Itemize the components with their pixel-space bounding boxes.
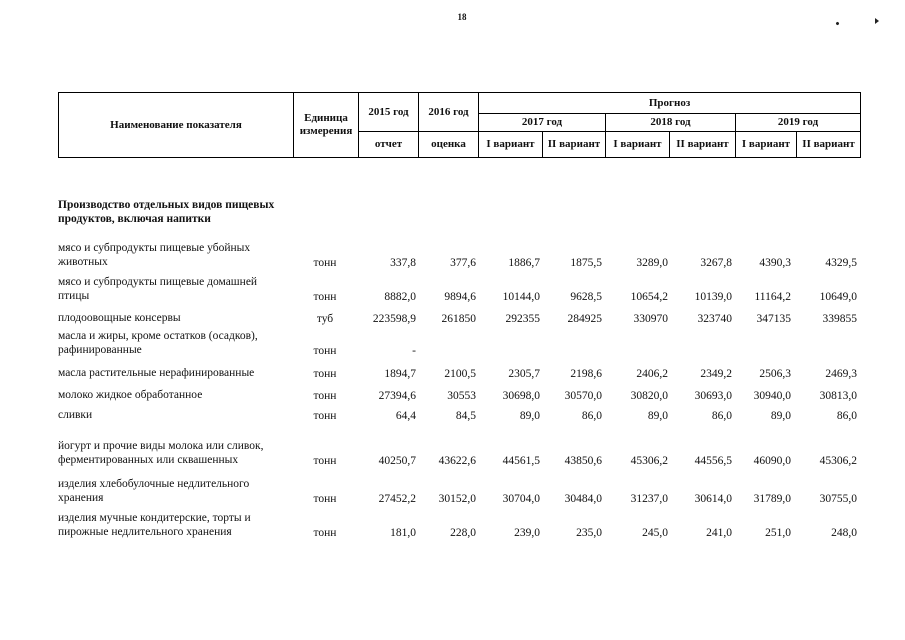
header-year-2017: 2017 год bbox=[479, 114, 606, 132]
indicator-name: животных bbox=[58, 256, 108, 268]
value-2018-variant-2: 10139,0 bbox=[694, 291, 732, 303]
value-2015-report: 337,8 bbox=[390, 257, 416, 269]
value-2017-variant-2: 1875,5 bbox=[570, 257, 602, 269]
indicator-name: хранения bbox=[58, 492, 104, 504]
value-2017-variant-1: 1886,7 bbox=[508, 257, 540, 269]
header-unit: Единица измерения bbox=[294, 93, 359, 158]
header-year-2018: 2018 год bbox=[606, 114, 736, 132]
indicator-name: йогурт и прочие виды молока или сливок, bbox=[58, 440, 264, 452]
indicator-name: молоко жидкое обработанное bbox=[58, 389, 203, 401]
header-2018-variant-2: II вариант bbox=[670, 132, 736, 158]
indicator-name: ферментированных или сквашенных bbox=[58, 454, 239, 466]
value-2018-variant-1: 2406,2 bbox=[636, 368, 668, 380]
scan-mark bbox=[875, 18, 879, 24]
unit-cell: тонн bbox=[313, 291, 337, 303]
unit-cell: тонн bbox=[313, 368, 337, 380]
scan-mark bbox=[835, 21, 839, 25]
header-2019-variant-1: I вариант bbox=[736, 132, 797, 158]
indicator-name: сливки bbox=[58, 409, 93, 421]
value-2019-variant-2: 2469,3 bbox=[825, 368, 857, 380]
unit-cell: тонн bbox=[313, 493, 337, 505]
indicator-name: изделия хлебобулочные недлительного bbox=[58, 478, 250, 490]
value-2016-estimate: 84,5 bbox=[455, 410, 476, 422]
value-2017-variant-2: 30570,0 bbox=[564, 390, 602, 402]
value-2019-variant-2: 30813,0 bbox=[819, 390, 857, 402]
value-2019-variant-2: 10649,0 bbox=[819, 291, 857, 303]
unit-cell: тонн bbox=[313, 455, 337, 467]
header-2018-variant-1: I вариант bbox=[606, 132, 670, 158]
value-2019-variant-1: 46090,0 bbox=[753, 455, 791, 467]
value-2019-variant-1: 30940,0 bbox=[753, 390, 791, 402]
value-2016-estimate: 228,0 bbox=[450, 527, 476, 539]
unit-cell: тонн bbox=[313, 410, 337, 422]
section-title-line: Производство отдельных видов пищевых bbox=[58, 199, 275, 211]
value-2015-report: 27394,6 bbox=[378, 390, 416, 402]
value-2017-variant-1: 44561,5 bbox=[502, 455, 540, 467]
indicator-name: птицы bbox=[58, 290, 90, 302]
header-forecast: Прогноз bbox=[479, 93, 861, 114]
value-2017-variant-1: 89,0 bbox=[519, 410, 540, 422]
value-2019-variant-2: 86,0 bbox=[836, 410, 857, 422]
indicator-name: масла и жиры, кроме остатков (осадков), bbox=[58, 330, 258, 342]
value-2018-variant-1: 30820,0 bbox=[630, 390, 668, 402]
value-2017-variant-2: 9628,5 bbox=[570, 291, 602, 303]
page-number: 18 bbox=[457, 12, 467, 22]
value-2015-report: - bbox=[412, 345, 416, 357]
value-2017-variant-2: 43850,6 bbox=[564, 455, 602, 467]
value-2019-variant-1: 2506,3 bbox=[759, 368, 791, 380]
header-indicator-name: Наименование показателя bbox=[59, 93, 294, 158]
header-year-2016: 2016 год bbox=[419, 93, 479, 132]
value-2017-variant-2: 86,0 bbox=[581, 410, 602, 422]
value-2018-variant-2: 86,0 bbox=[711, 410, 732, 422]
value-2018-variant-2: 323740 bbox=[697, 313, 732, 325]
value-2015-report: 181,0 bbox=[390, 527, 416, 539]
value-2017-variant-2: 284925 bbox=[567, 313, 602, 325]
value-2019-variant-2: 339855 bbox=[822, 313, 857, 325]
value-2019-variant-1: 347135 bbox=[756, 313, 791, 325]
value-2016-estimate: 9894,6 bbox=[444, 291, 476, 303]
value-2018-variant-1: 89,0 bbox=[647, 410, 668, 422]
value-2018-variant-2: 241,0 bbox=[706, 527, 732, 539]
unit-cell: тонн bbox=[313, 390, 337, 402]
value-2017-variant-1: 292355 bbox=[505, 313, 540, 325]
value-2017-variant-1: 30704,0 bbox=[502, 493, 540, 505]
value-2015-report: 27452,2 bbox=[378, 493, 416, 505]
value-2019-variant-1: 31789,0 bbox=[753, 493, 791, 505]
value-2018-variant-2: 2349,2 bbox=[700, 368, 732, 380]
header-2017-variant-2: II вариант bbox=[543, 132, 606, 158]
value-2019-variant-1: 4390,3 bbox=[759, 257, 791, 269]
value-2015-report: 223598,9 bbox=[372, 313, 416, 325]
value-2016-estimate: 2100,5 bbox=[444, 368, 476, 380]
value-2018-variant-2: 3267,8 bbox=[700, 257, 732, 269]
value-2017-variant-1: 30698,0 bbox=[502, 390, 540, 402]
value-2018-variant-2: 30693,0 bbox=[694, 390, 732, 402]
unit-cell: тонн bbox=[313, 257, 337, 269]
value-2015-report: 40250,7 bbox=[378, 455, 416, 467]
value-2017-variant-1: 239,0 bbox=[514, 527, 540, 539]
value-2016-estimate: 30553 bbox=[447, 390, 476, 402]
header-year-2019: 2019 год bbox=[736, 114, 861, 132]
indicator-name: плодоовощные консервы bbox=[58, 312, 181, 324]
value-2017-variant-2: 30484,0 bbox=[564, 493, 602, 505]
value-2019-variant-1: 89,0 bbox=[770, 410, 791, 422]
header-2017-variant-1: I вариант bbox=[479, 132, 543, 158]
value-2019-variant-1: 251,0 bbox=[765, 527, 791, 539]
value-2015-report: 64,4 bbox=[395, 410, 416, 422]
value-2016-estimate: 377,6 bbox=[450, 257, 476, 269]
value-2019-variant-2: 30755,0 bbox=[819, 493, 857, 505]
unit-cell: тонн bbox=[313, 527, 337, 539]
value-2015-report: 8882,0 bbox=[384, 291, 416, 303]
indicator-name: мясо и субпродукты пищевые убойных bbox=[58, 242, 251, 254]
value-2017-variant-1: 2305,7 bbox=[508, 368, 540, 380]
value-2018-variant-1: 245,0 bbox=[642, 527, 668, 539]
value-2016-estimate: 30152,0 bbox=[438, 493, 476, 505]
value-2018-variant-1: 10654,2 bbox=[630, 291, 668, 303]
value-2019-variant-2: 45306,2 bbox=[819, 455, 857, 467]
indicator-name: пирожные недлительного хранения bbox=[58, 526, 232, 538]
value-2019-variant-2: 4329,5 bbox=[825, 257, 857, 269]
header-2019-variant-2: II вариант bbox=[797, 132, 861, 158]
value-2017-variant-1: 10144,0 bbox=[502, 291, 540, 303]
value-2019-variant-1: 11164,2 bbox=[754, 291, 791, 303]
table-header bbox=[58, 92, 861, 158]
value-2018-variant-2: 44556,5 bbox=[694, 455, 732, 467]
value-2015-report: 1894,7 bbox=[384, 368, 416, 380]
value-2019-variant-2: 248,0 bbox=[831, 527, 857, 539]
value-2016-estimate: 43622,6 bbox=[438, 455, 476, 467]
indicator-name: изделия мучные кондитерские, торты и bbox=[58, 512, 251, 524]
value-2018-variant-1: 31237,0 bbox=[630, 493, 668, 505]
header-report: отчет bbox=[359, 132, 419, 158]
unit-cell: туб bbox=[316, 313, 334, 325]
value-2018-variant-1: 330970 bbox=[633, 313, 668, 325]
indicator-name: масла растительные нерафинированные bbox=[58, 367, 255, 379]
unit-cell: тонн bbox=[313, 345, 337, 357]
value-2018-variant-2: 30614,0 bbox=[694, 493, 732, 505]
indicator-name: мясо и субпродукты пищевые домашней bbox=[58, 276, 258, 288]
header-year-2015: 2015 год bbox=[359, 93, 419, 132]
header-estimate: оценка bbox=[419, 132, 479, 158]
value-2016-estimate: 261850 bbox=[441, 313, 476, 325]
indicator-name: рафинированные bbox=[58, 344, 142, 356]
value-2017-variant-2: 2198,6 bbox=[570, 368, 602, 380]
value-2018-variant-1: 45306,2 bbox=[630, 455, 668, 467]
value-2017-variant-2: 235,0 bbox=[576, 527, 602, 539]
value-2018-variant-1: 3289,0 bbox=[636, 257, 668, 269]
section-title-line: продуктов, включая напитки bbox=[58, 213, 211, 225]
